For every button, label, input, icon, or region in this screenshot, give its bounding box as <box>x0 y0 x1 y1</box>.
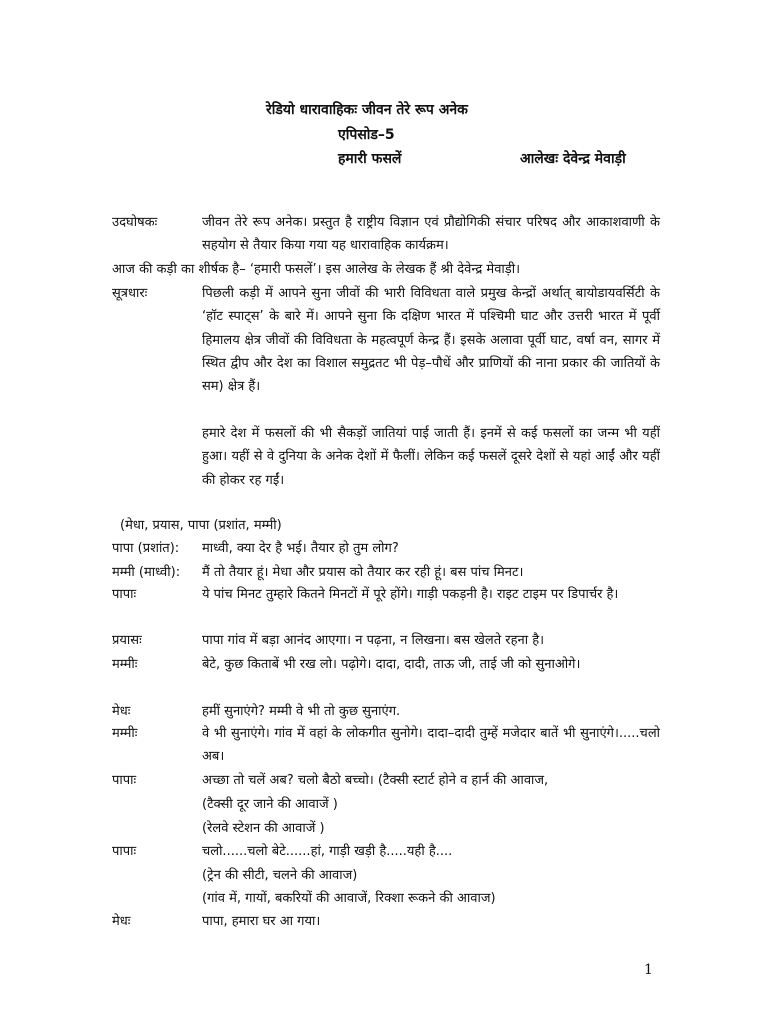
dialogue-text: पिछली कड़ी में आपने सुना जीवों की भारी विविधता वाले प्रमुख केन्द्रों अर्थात् बायोडायवर्सिटी के ‘हॉट स्पाट्स’ के बारे में। आपने सुना कि दक्षिण भारत में पश्चिमी घाट और उत्तरी भारत में पूर्वी हिमालय क्षेत्र जीवों की विविधता के महत्वपूर्ण केन्द्र हैं। इसके अलावा पूर्वी घाट, वर्षा वन, सागर में स्थित द्वीप और देश का विशाल समुद्रतट भी पेड़–पौधें और प्राणियों की नाना प्रकार की जातियों के सम) क्षेत्र हैं। <box>202 286 660 395</box>
script-line <box>112 258 660 281</box>
dialogue-text: (टैक्सी दूर जाने की आवाजें ) <box>202 797 338 812</box>
document-title: रेडियो धारावाहिकः जीवन तेरे रूप अनेक <box>266 102 468 118</box>
script-line <box>112 653 660 676</box>
page-number: 1 <box>644 962 653 978</box>
script-line <box>112 629 660 652</box>
script-line <box>112 769 660 792</box>
dialogue-text: आज की कड़ी का शीर्षक है– ‘हमारी फसलें’। इस आलेख के लेखक हैं श्री देवेन्द्र मेवाड़ी। <box>112 262 521 277</box>
speaker-label: उदघोषकः <box>112 215 158 230</box>
dialogue-text: हमीं सुनाएंगे? मम्मी वे भी तो कुछ सुनाएंग. <box>202 704 401 719</box>
stage-direction <box>112 864 660 887</box>
script-line <box>112 537 660 560</box>
dialogue-text: बेटे, कुछ किताबें भी रख लो। पढ़ोगे। दादा, दादी, ताऊ जी, ताई जी को सुनाओगे। <box>202 657 581 672</box>
cast-note: (मेधा, प्रयास, पापा (प्रशांत, मम्मी) <box>120 518 282 533</box>
script-line <box>112 282 660 398</box>
dialogue-text: ये पांच मिनट तुम्हारे कितने मिनटों में पूरे होंगे। गाड़ी पकड़नी है। राइट टाइम पर डिपार्चर है। <box>202 587 619 602</box>
episode-label: एपिसोड–5 <box>338 127 395 143</box>
speaker-label: पापाः <box>112 844 137 859</box>
dialogue-text: पापा गांव में बड़ा आनंद आएगा। न पढ़ना, न लिखना। बस खेलते रहना है। <box>202 633 545 648</box>
speaker-label: सूत्रधारः <box>112 286 148 301</box>
stage-direction <box>112 817 660 840</box>
speaker-label: पापा (प्रशांत): <box>112 541 180 556</box>
dialogue-text: वे भी सुनाएंगे। गांव में वहां के लोकगीत सुनोगे। दादा–दादी तुम्हें मजेदार बातें भी सुनाएंगे।.....चलो अब। <box>202 726 660 765</box>
dialogue-text: अच्छा तो चलें अब? चलो बैठो बच्चो। (टैक्सी स्टार्ट होने व हार्न की आवाज, <box>202 773 549 788</box>
dialogue-text: हमारे देश में फसलों की भी सैकड़ों जातियां पाई जाती हैं। इनमें से कई फसलों का जन्म भी यहीं हुआ। यहीं से वे दुनिया के अनेक देशों में फैलीं। लेकिन कई फसलें दूसरे देशों से यहां आईं और यहीं की होकर रह गईं। <box>202 426 660 488</box>
speaker-label: मम्मी (माध्वी): <box>112 565 181 580</box>
script-line <box>112 561 660 584</box>
speaker-label: मेधः <box>112 914 131 929</box>
episode-title: हमारी फसलें <box>338 151 402 167</box>
script-line <box>112 583 660 606</box>
stage-direction <box>112 793 660 816</box>
script-line <box>112 211 660 258</box>
author-credit: आलेखः देवेन्द्र मेवाड़ी <box>520 151 626 167</box>
script-line <box>112 722 660 769</box>
dialogue-text: जीवन तेरे रूप अनेक। प्रस्तुत है राष्ट्रीय विज्ञान एवं प्रौद्योगिकी संचार परिषद और आकाशवाणी के सहयोग से तैयार किया गया यह धारावाहिक कार्यक्रम। <box>202 215 660 254</box>
dialogue-text: माध्वी, क्या देर है भई। तैयार हो तुम लोग? <box>202 541 399 556</box>
dialogue-text: मैं तो तैयार हूं। मेधा और प्रयास को तैयार कर रही हूं। बस पांच मिनट। <box>202 565 524 580</box>
speaker-label: मेधः <box>112 704 131 719</box>
stage-direction <box>112 887 660 910</box>
dialogue-text: चलो......चलो बेटे......हां, गाड़ी खड़ी है.....यही है.... <box>202 844 453 859</box>
script-line <box>112 910 660 933</box>
speaker-label: मम्मीः <box>112 657 138 672</box>
dialogue-text: (रेलवे स्टेशन की आवाजें ) <box>202 821 325 836</box>
speaker-label: पापाः <box>112 587 137 602</box>
speaker-label: पापाः <box>112 773 137 788</box>
script-line <box>112 422 660 492</box>
speaker-label: मम्मीः <box>112 726 138 741</box>
script-line <box>112 700 660 723</box>
dialogue-text: (ट्रेन की सीटी, चलने की आवाज) <box>202 868 358 883</box>
dialogue-text: पापा, हमारा घर आ गया। <box>202 914 321 929</box>
speaker-label: प्रयासः <box>112 633 142 648</box>
dialogue-text: (गांव में, गायों, बकरियों की आवाजें, रिक्शा रूकने की आवाज) <box>202 891 496 906</box>
script-line <box>112 840 660 863</box>
